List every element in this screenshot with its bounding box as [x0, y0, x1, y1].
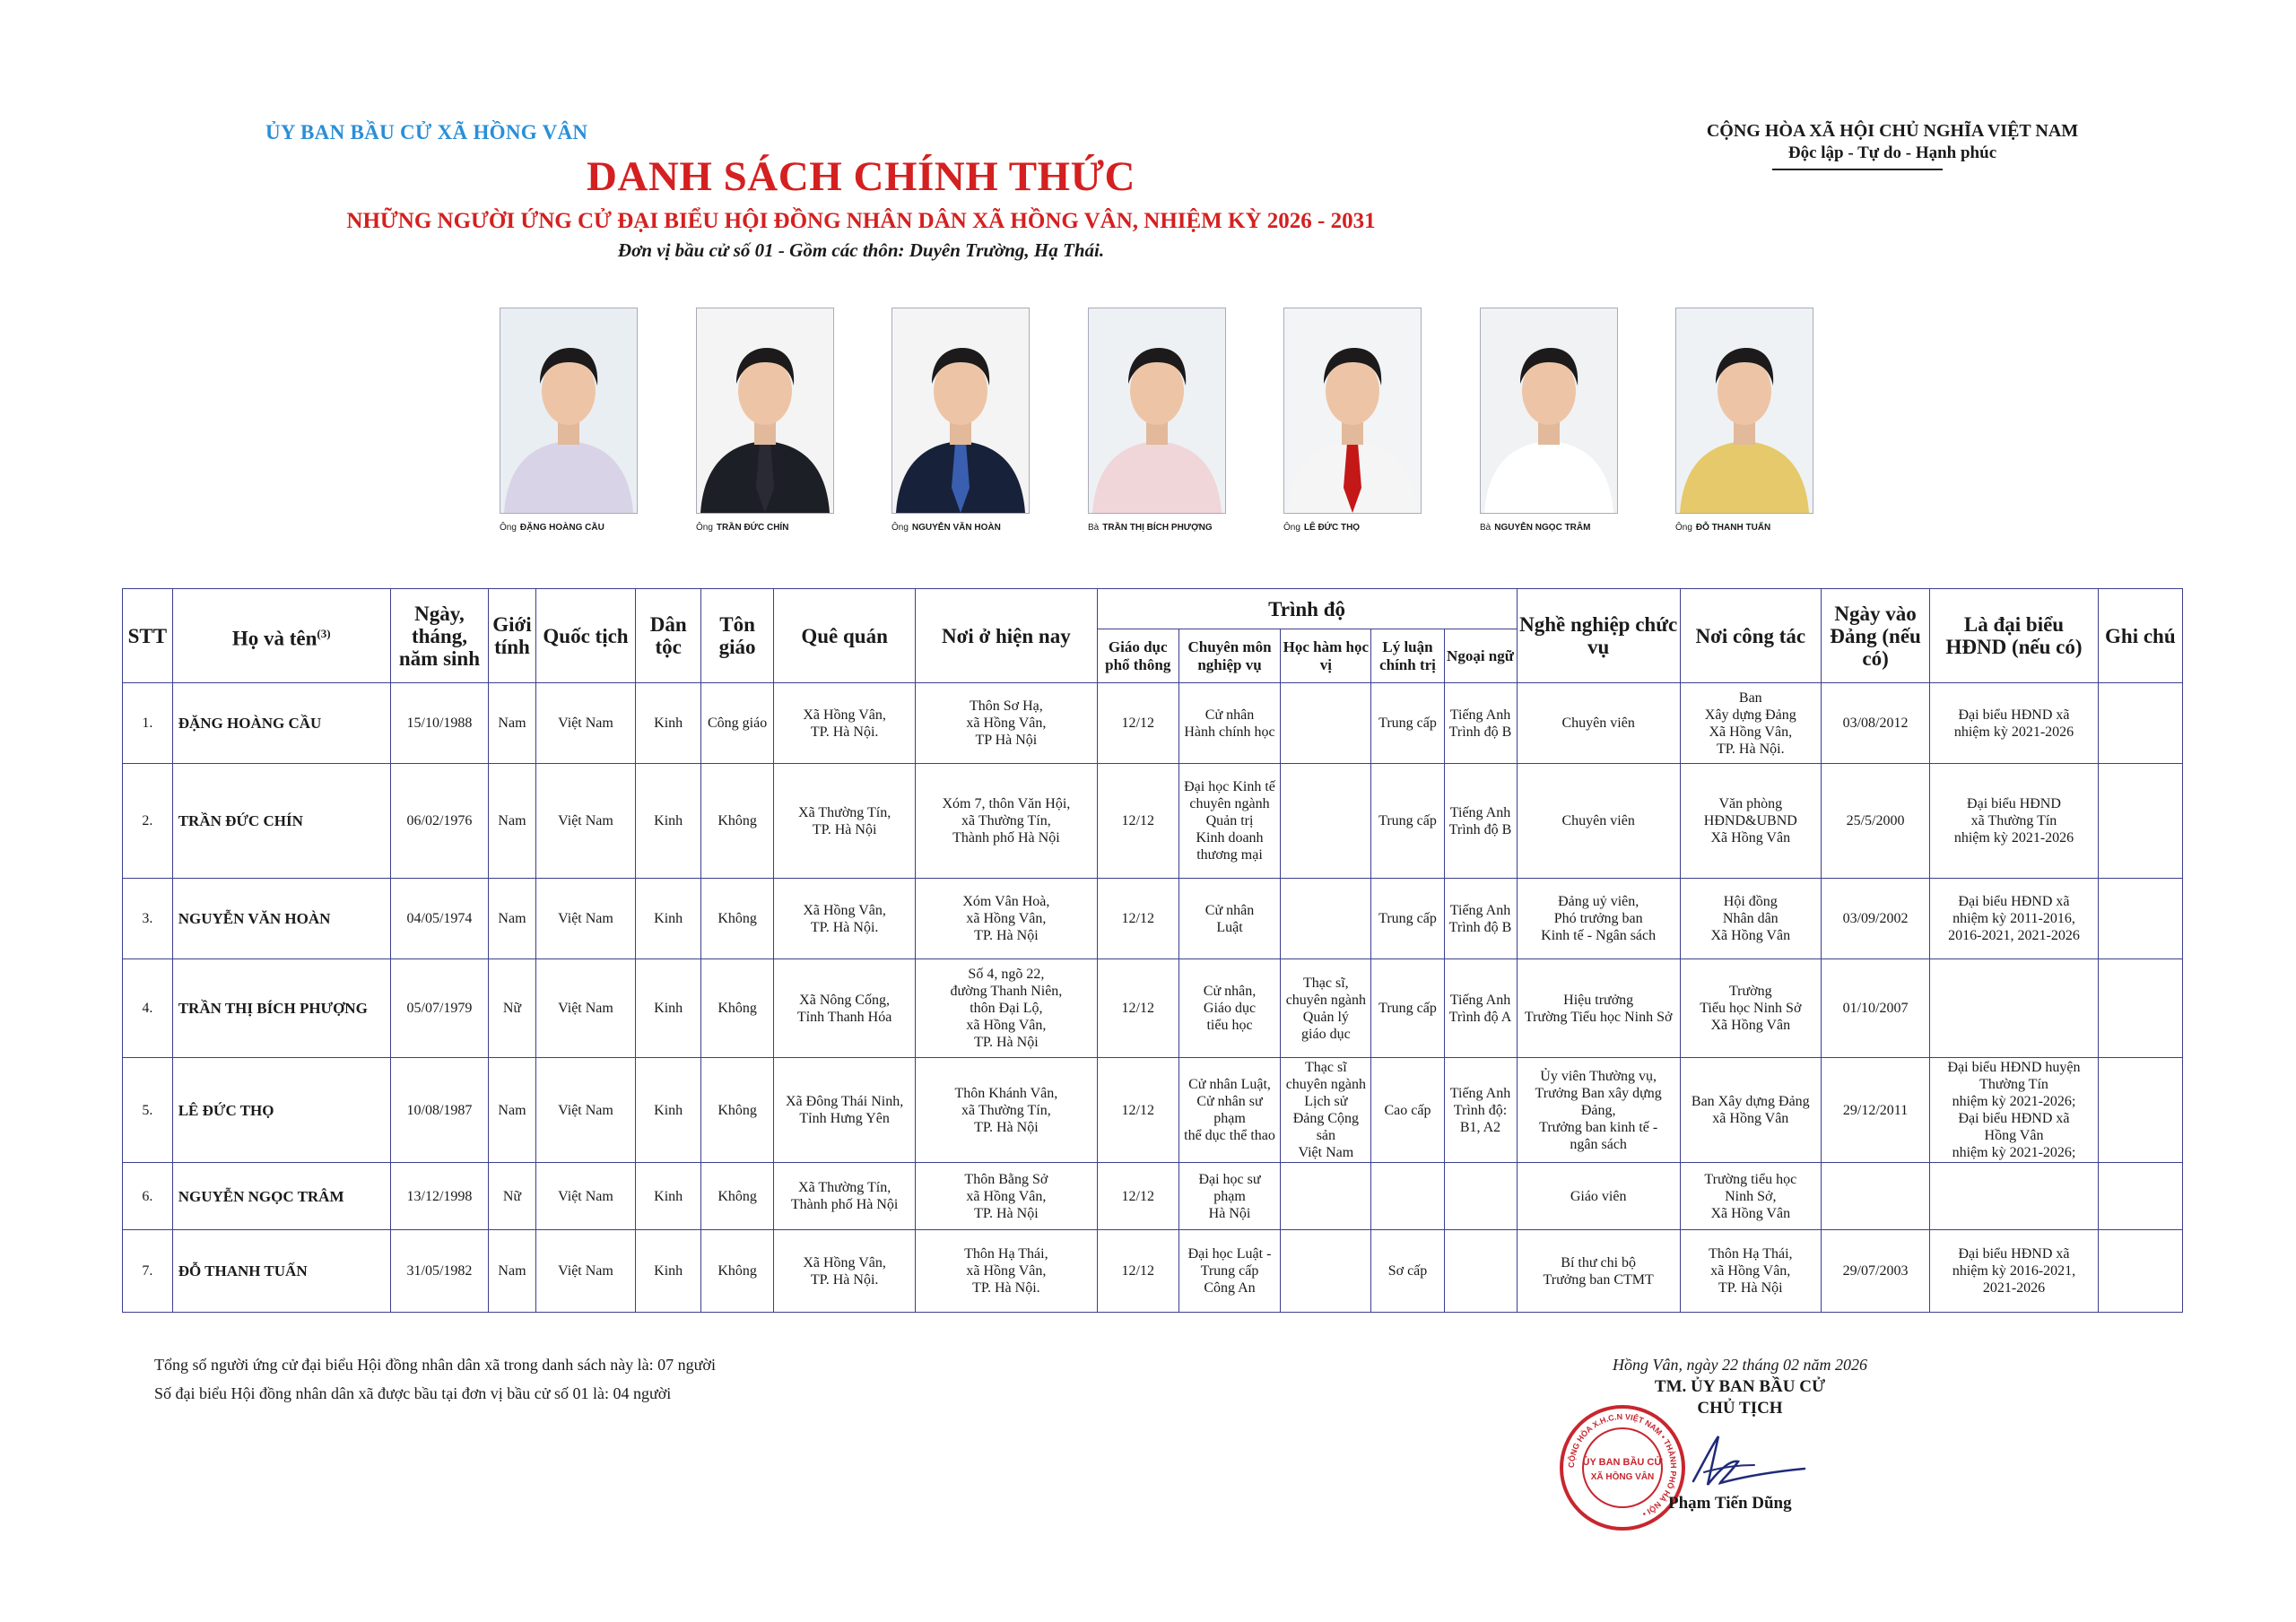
cell-religion: Không	[701, 959, 774, 1058]
document-subtitle: NHỮNG NGƯỜI ỨNG CỬ ĐẠI BIỂU HỘI ĐỒNG NHÂN DÂN XÃ HỒNG VÂN, NHIỆM KỲ 2026 - 2031	[346, 209, 1376, 233]
cell-edu-degree	[1281, 1230, 1371, 1313]
cell-hometown: Xã Hồng Vân, TP. Hà Nội.	[774, 683, 916, 764]
signer-name: Phạm Tiến Dũng	[1668, 1494, 1792, 1513]
table-row	[123, 1163, 2183, 1230]
header-nationality: Quốc tịch	[535, 589, 635, 683]
cell-stt: 6.	[123, 1163, 173, 1230]
svg-text:ỦY BAN BẦU CỬ: ỦY BAN BẦU CỬ	[1582, 1457, 1663, 1468]
cell-edu-politics: Cao cấp	[1371, 1058, 1444, 1163]
cell-party-date: 25/5/2000	[1821, 764, 1930, 879]
cell-nationality: Việt Nam	[535, 683, 635, 764]
cell-name: TRẦN THỊ BÍCH PHƯỢNG	[172, 959, 390, 1058]
cell-party-date: 29/07/2003	[1821, 1230, 1930, 1313]
candidate-photo-caption	[696, 523, 788, 533]
cell-name: LÊ ĐỨC THỌ	[172, 1058, 390, 1163]
table-row	[123, 879, 2183, 959]
cell-job: Chuyên viên	[1517, 764, 1680, 879]
cell-party-date	[1821, 1163, 1930, 1230]
cell-ethnicity: Kinh	[636, 1163, 701, 1230]
header-edu-major: Chuyên môn nghiệp vụ	[1178, 629, 1280, 683]
caption-name: ĐỖ THANH TUẤN	[1695, 523, 1771, 533]
cell-workplace: Văn phòng HĐND&UBND Xã Hồng Vân	[1680, 764, 1821, 879]
caption-prefix: Ông	[891, 523, 909, 533]
cell-religion: Không	[701, 1230, 774, 1313]
cell-gender: Nữ	[489, 959, 536, 1058]
cell-delegate: Đại biểu HĐND xã nhiệm kỳ 2021-2026	[1930, 683, 2098, 764]
cell-nationality: Việt Nam	[535, 764, 635, 879]
cell-party-date: 29/12/2011	[1821, 1058, 1930, 1163]
candidate-photo-caption	[500, 523, 604, 533]
cell-name: TRẦN ĐỨC CHÍN	[172, 764, 390, 879]
cell-gender: Nữ	[489, 1163, 536, 1230]
cell-name: NGUYỄN NGỌC TRÂM	[172, 1163, 390, 1230]
cell-religion: Không	[701, 1163, 774, 1230]
cell-name: ĐỖ THANH TUẤN	[172, 1230, 390, 1313]
cell-edu-degree	[1281, 764, 1371, 879]
cell-edu-language: Tiếng Anh Trình độ B	[1444, 683, 1517, 764]
cell-name: ĐẶNG HOÀNG CẦU	[172, 683, 390, 764]
cell-dob: 10/08/1987	[390, 1058, 488, 1163]
cell-delegate: Đại biểu HĐND huyện Thường Tín nhiệm kỳ 2021-2026; Đại biểu HĐND xã Hồng Vân nhiệm kỳ 2021-2026;	[1930, 1058, 2098, 1163]
cell-edu-degree: Thạc sĩ chuyên ngành Lịch sử Đảng Cộng sản Việt Nam	[1281, 1058, 1371, 1163]
candidate-table	[122, 588, 2183, 1313]
cell-stt: 3.	[123, 879, 173, 959]
svg-text:CỘNG HÒA X.H.C.N VIỆT NAM • TH: CỘNG HÒA X.H.C.N VIỆT NAM • THÀNH PHỐ HÀ NỘI •	[1566, 1411, 1679, 1519]
cell-job: Hiệu trưởng Trường Tiểu học Ninh Sở	[1517, 959, 1680, 1058]
candidate-photo-caption	[1480, 523, 1590, 533]
cell-edu-politics: Trung cấp	[1371, 683, 1444, 764]
cell-religion: Không	[701, 764, 774, 879]
cell-delegate: Đại biểu HĐND xã Thường Tín nhiệm kỳ 2021-2026	[1930, 764, 2098, 879]
cell-note	[2098, 1058, 2182, 1163]
cell-edu-general: 12/12	[1097, 1163, 1178, 1230]
cell-note	[2098, 1230, 2182, 1313]
header-workplace: Nơi công tác	[1680, 589, 1821, 683]
cell-hometown: Xã Hồng Vân, TP. Hà Nội.	[774, 1230, 916, 1313]
cell-ethnicity: Kinh	[636, 764, 701, 879]
cell-delegate	[1930, 1163, 2098, 1230]
cell-workplace: Ban Xây dựng Đảng Xã Hồng Vân, TP. Hà Nội.	[1680, 683, 1821, 764]
header-name-text: Họ và tên	[231, 627, 317, 650]
caption-prefix: Ông	[500, 523, 517, 533]
signing-organization: TM. ỦY BAN BẦU CỬ	[1654, 1377, 1826, 1396]
header-edu-politics: Lý luận chính trị	[1371, 629, 1444, 683]
cell-edu-major: Cử nhân, Giáo dục tiểu học	[1178, 959, 1280, 1058]
document-title: DANH SÁCH CHÍNH THỨC	[587, 153, 1135, 200]
cell-edu-general: 12/12	[1097, 1230, 1178, 1313]
cell-delegate: Đại biểu HĐND xã nhiệm kỳ 2016-2021, 2021-2026	[1930, 1230, 2098, 1313]
portrait-image	[697, 308, 833, 513]
cell-job: Giáo viên	[1517, 1163, 1680, 1230]
cell-note	[2098, 764, 2182, 879]
header-name-footnote: (3)	[317, 626, 331, 640]
candidate-photo	[1480, 308, 1618, 514]
total-candidates: Tổng số người ứng cử đại biểu Hội đồng nhân dân xã trong danh sách này là: 07 người	[154, 1356, 716, 1374]
cell-edu-degree: Thạc sĩ, chuyên ngành Quản lý giáo dục	[1281, 959, 1371, 1058]
cell-hometown: Xã Đông Thái Ninh, Tỉnh Hưng Yên	[774, 1058, 916, 1163]
cell-edu-degree	[1281, 879, 1371, 959]
cell-edu-language: Tiếng Anh Trình độ B	[1444, 879, 1517, 959]
cell-job: Chuyên viên	[1517, 683, 1680, 764]
portrait-image	[1676, 308, 1813, 513]
cell-edu-major: Cử nhân Luật	[1178, 879, 1280, 959]
candidate-photo	[696, 308, 834, 514]
cell-dob: 13/12/1998	[390, 1163, 488, 1230]
caption-prefix: Ông	[1283, 523, 1300, 533]
header-edu-language: Ngoại ngữ	[1444, 629, 1517, 683]
cell-nationality: Việt Nam	[535, 1230, 635, 1313]
cell-party-date: 01/10/2007	[1821, 959, 1930, 1058]
caption-prefix: Ông	[696, 523, 713, 533]
table-row	[123, 959, 2183, 1058]
cell-party-date: 03/08/2012	[1821, 683, 1930, 764]
caption-name: NGUYỄN NGỌC TRÂM	[1494, 523, 1591, 533]
cell-stt: 5.	[123, 1058, 173, 1163]
cell-religion: Công giáo	[701, 683, 774, 764]
cell-nationality: Việt Nam	[535, 879, 635, 959]
svg-text:XÃ HỒNG VÂN: XÃ HỒNG VÂN	[1590, 1472, 1655, 1482]
candidate-photo	[1283, 308, 1422, 514]
cell-edu-politics: Trung cấp	[1371, 879, 1444, 959]
cell-edu-degree	[1281, 1163, 1371, 1230]
signing-date: Hồng Vân, ngày 22 tháng 02 năm 2026	[1613, 1356, 1867, 1374]
table-row	[123, 683, 2183, 764]
cell-edu-general: 12/12	[1097, 764, 1178, 879]
cell-edu-general: 12/12	[1097, 879, 1178, 959]
header-religion: Tôn giáo	[701, 589, 774, 683]
cell-edu-major: Đại học sư phạm Hà Nội	[1178, 1163, 1280, 1230]
header-residence: Nơi ở hiện nay	[916, 589, 1098, 683]
portrait-image	[1481, 308, 1617, 513]
cell-residence: Thôn Sơ Hạ, xã Hồng Vân, TP Hà Nội	[916, 683, 1098, 764]
official-seal	[1559, 1404, 1686, 1531]
cell-gender: Nam	[489, 1058, 536, 1163]
candidate-photo	[500, 308, 638, 514]
cell-residence: Số 4, ngõ 22, đường Thanh Niên, thôn Đại Lộ, xã Hồng Vân, TP. Hà Nội	[916, 959, 1098, 1058]
cell-nationality: Việt Nam	[535, 1163, 635, 1230]
header-ethnicity: Dân tộc	[636, 589, 701, 683]
cell-stt: 7.	[123, 1230, 173, 1313]
issuing-organization: ỦY BAN BẦU CỬ XÃ HỒNG VÂN	[265, 121, 588, 143]
cell-residence: Thôn Hạ Thái, xã Hồng Vân, TP. Hà Nội.	[916, 1230, 1098, 1313]
candidate-table-body	[123, 683, 2183, 1313]
cell-ethnicity: Kinh	[636, 1230, 701, 1313]
cell-edu-politics: Trung cấp	[1371, 764, 1444, 879]
header-name	[172, 589, 390, 683]
cell-gender: Nam	[489, 764, 536, 879]
cell-workplace: Ban Xây dựng Đảng xã Hồng Vân	[1680, 1058, 1821, 1163]
cell-religion: Không	[701, 1058, 774, 1163]
caption-name: ĐẶNG HOÀNG CẦU	[519, 523, 604, 533]
header-gender: Giới tính	[489, 589, 536, 683]
cell-edu-language	[1444, 1163, 1517, 1230]
cell-edu-major: Đại học Luật - Trung cấp Công An	[1178, 1230, 1280, 1313]
motto-underline	[1772, 169, 1943, 170]
cell-edu-degree	[1281, 683, 1371, 764]
candidate-photo	[891, 308, 1030, 514]
candidate-photo-caption	[1088, 523, 1213, 533]
cell-edu-major: Đại học Kinh tế chuyên ngành Quản trị Kinh doanh thương mại	[1178, 764, 1280, 879]
cell-note	[2098, 1163, 2182, 1230]
candidate-photo	[1675, 308, 1813, 514]
cell-delegate: Đại biểu HĐND xã nhiệm kỳ 2011-2016, 2016-2021, 2021-2026	[1930, 879, 2098, 959]
caption-prefix: Bà	[1480, 523, 1492, 533]
cell-edu-general: 12/12	[1097, 959, 1178, 1058]
table-row	[123, 1058, 2183, 1163]
cell-religion: Không	[701, 879, 774, 959]
header-dob: Ngày, tháng, năm sinh	[390, 589, 488, 683]
cell-edu-language: Tiếng Anh Trình độ A	[1444, 959, 1517, 1058]
national-motto: Độc lập - Tự do - Hạnh phúc	[1787, 143, 1997, 162]
portrait-image	[892, 308, 1029, 513]
candidate-photo	[1088, 308, 1226, 514]
header-note: Ghi chú	[2098, 589, 2182, 683]
cell-note	[2098, 879, 2182, 959]
cell-edu-language: Tiếng Anh Trình độ: B1, A2	[1444, 1058, 1517, 1163]
caption-name: TRẦN THỊ BÍCH PHƯỢNG	[1102, 523, 1213, 533]
cell-edu-politics	[1371, 1163, 1444, 1230]
cell-delegate	[1930, 959, 2098, 1058]
header-job: Nghề nghiệp chức vụ	[1517, 589, 1680, 683]
cell-edu-major: Cử nhân Hành chính học	[1178, 683, 1280, 764]
signer-role: CHỦ TỊCH	[1697, 1399, 1783, 1418]
cell-job: Đảng uỷ viên, Phó trưởng ban Kinh tế - Ngân sách	[1517, 879, 1680, 959]
cell-stt: 2.	[123, 764, 173, 879]
cell-stt: 1.	[123, 683, 173, 764]
cell-dob: 05/07/1979	[390, 959, 488, 1058]
cell-edu-politics: Trung cấp	[1371, 959, 1444, 1058]
cell-gender: Nam	[489, 683, 536, 764]
election-unit: Đơn vị bầu cử số 01 - Gồm các thôn: Duyên Trường, Hạ Thái.	[617, 239, 1105, 261]
cell-hometown: Xã Thường Tín, TP. Hà Nội	[774, 764, 916, 879]
table-row	[123, 764, 2183, 879]
cell-edu-politics: Sơ cấp	[1371, 1230, 1444, 1313]
header-education: Trình độ	[1097, 589, 1517, 629]
cell-job: Ủy viên Thường vụ, Trưởng Ban xây dựng Đảng, Trưởng ban kinh tế - ngân sách	[1517, 1058, 1680, 1163]
caption-prefix: Ông	[1675, 523, 1692, 533]
cell-dob: 04/05/1974	[390, 879, 488, 959]
cell-residence: Thôn Khánh Vân, xã Thường Tín, TP. Hà Nội	[916, 1058, 1098, 1163]
caption-name: TRẦN ĐỨC CHÍN	[716, 523, 789, 533]
cell-ethnicity: Kinh	[636, 683, 701, 764]
cell-job: Bí thư chi bộ Trưởng ban CTMT	[1517, 1230, 1680, 1313]
cell-residence: Xóm Vân Hoà, xã Hồng Vân, TP. Hà Nội	[916, 879, 1098, 959]
cell-nationality: Việt Nam	[535, 959, 635, 1058]
table-row	[123, 1230, 2183, 1313]
cell-hometown: Xã Nông Cống, Tỉnh Thanh Hóa	[774, 959, 916, 1058]
cell-edu-major: Cử nhân Luật, Cử nhân sư phạm thể dục thể thao	[1178, 1058, 1280, 1163]
cell-name: NGUYỄN VĂN HOÀN	[172, 879, 390, 959]
cell-gender: Nam	[489, 1230, 536, 1313]
cell-edu-language	[1444, 1230, 1517, 1313]
cell-hometown: Xã Hồng Vân, TP. Hà Nội.	[774, 879, 916, 959]
cell-dob: 06/02/1976	[390, 764, 488, 879]
candidate-photo-caption	[1675, 523, 1770, 533]
cell-dob: 31/05/1982	[390, 1230, 488, 1313]
cell-residence: Xóm 7, thôn Văn Hội, xã Thường Tín, Thành phố Hà Nội	[916, 764, 1098, 879]
cell-edu-general: 12/12	[1097, 683, 1178, 764]
cell-nationality: Việt Nam	[535, 1058, 635, 1163]
header-party-date: Ngày vào Đảng (nếu có)	[1821, 589, 1930, 683]
candidate-photo-caption	[1283, 523, 1360, 533]
candidate-photo-caption	[891, 523, 1001, 533]
cell-workplace: Thôn Hạ Thái, xã Hồng Vân, TP. Hà Nội	[1680, 1230, 1821, 1313]
header-edu-general: Giáo dục phổ thông	[1097, 629, 1178, 683]
cell-gender: Nam	[489, 879, 536, 959]
cell-party-date: 03/09/2002	[1821, 879, 1930, 959]
cell-hometown: Xã Thường Tín, Thành phố Hà Nội	[774, 1163, 916, 1230]
header-hometown: Quê quán	[774, 589, 916, 683]
caption-prefix: Bà	[1088, 523, 1100, 533]
cell-note	[2098, 683, 2182, 764]
header-delegate: Là đại biểu HĐND (nếu có)	[1930, 589, 2098, 683]
cell-stt: 4.	[123, 959, 173, 1058]
cell-workplace: Hội đồng Nhân dân Xã Hồng Vân	[1680, 879, 1821, 959]
caption-name: LÊ ĐỨC THỌ	[1303, 523, 1361, 533]
portrait-image	[1284, 308, 1421, 513]
portrait-image	[500, 308, 637, 513]
portrait-image	[1089, 308, 1225, 513]
seat-count: Số đại biểu Hội đồng nhân dân xã được bầu tại đơn vị bầu cử số 01 là: 04 người	[154, 1384, 672, 1402]
cell-workplace: Trường tiểu học Ninh Sở, Xã Hồng Vân	[1680, 1163, 1821, 1230]
cell-edu-language: Tiếng Anh Trình độ B	[1444, 764, 1517, 879]
cell-ethnicity: Kinh	[636, 1058, 701, 1163]
caption-name: NGUYỄN VĂN HOÀN	[911, 523, 1001, 533]
header-edu-degree: Học hàm học vị	[1281, 629, 1371, 683]
cell-ethnicity: Kinh	[636, 959, 701, 1058]
cell-workplace: Trường Tiểu học Ninh Sở Xã Hồng Vân	[1680, 959, 1821, 1058]
cell-residence: Thôn Bằng Sở xã Hồng Vân, TP. Hà Nội	[916, 1163, 1098, 1230]
cell-ethnicity: Kinh	[636, 879, 701, 959]
national-title: CỘNG HÒA XÃ HỘI CHỦ NGHĨA VIỆT NAM	[1706, 121, 2079, 141]
cell-edu-general: 12/12	[1097, 1058, 1178, 1163]
cell-dob: 15/10/1988	[390, 683, 488, 764]
cell-note	[2098, 959, 2182, 1058]
header-stt: STT	[123, 589, 173, 683]
